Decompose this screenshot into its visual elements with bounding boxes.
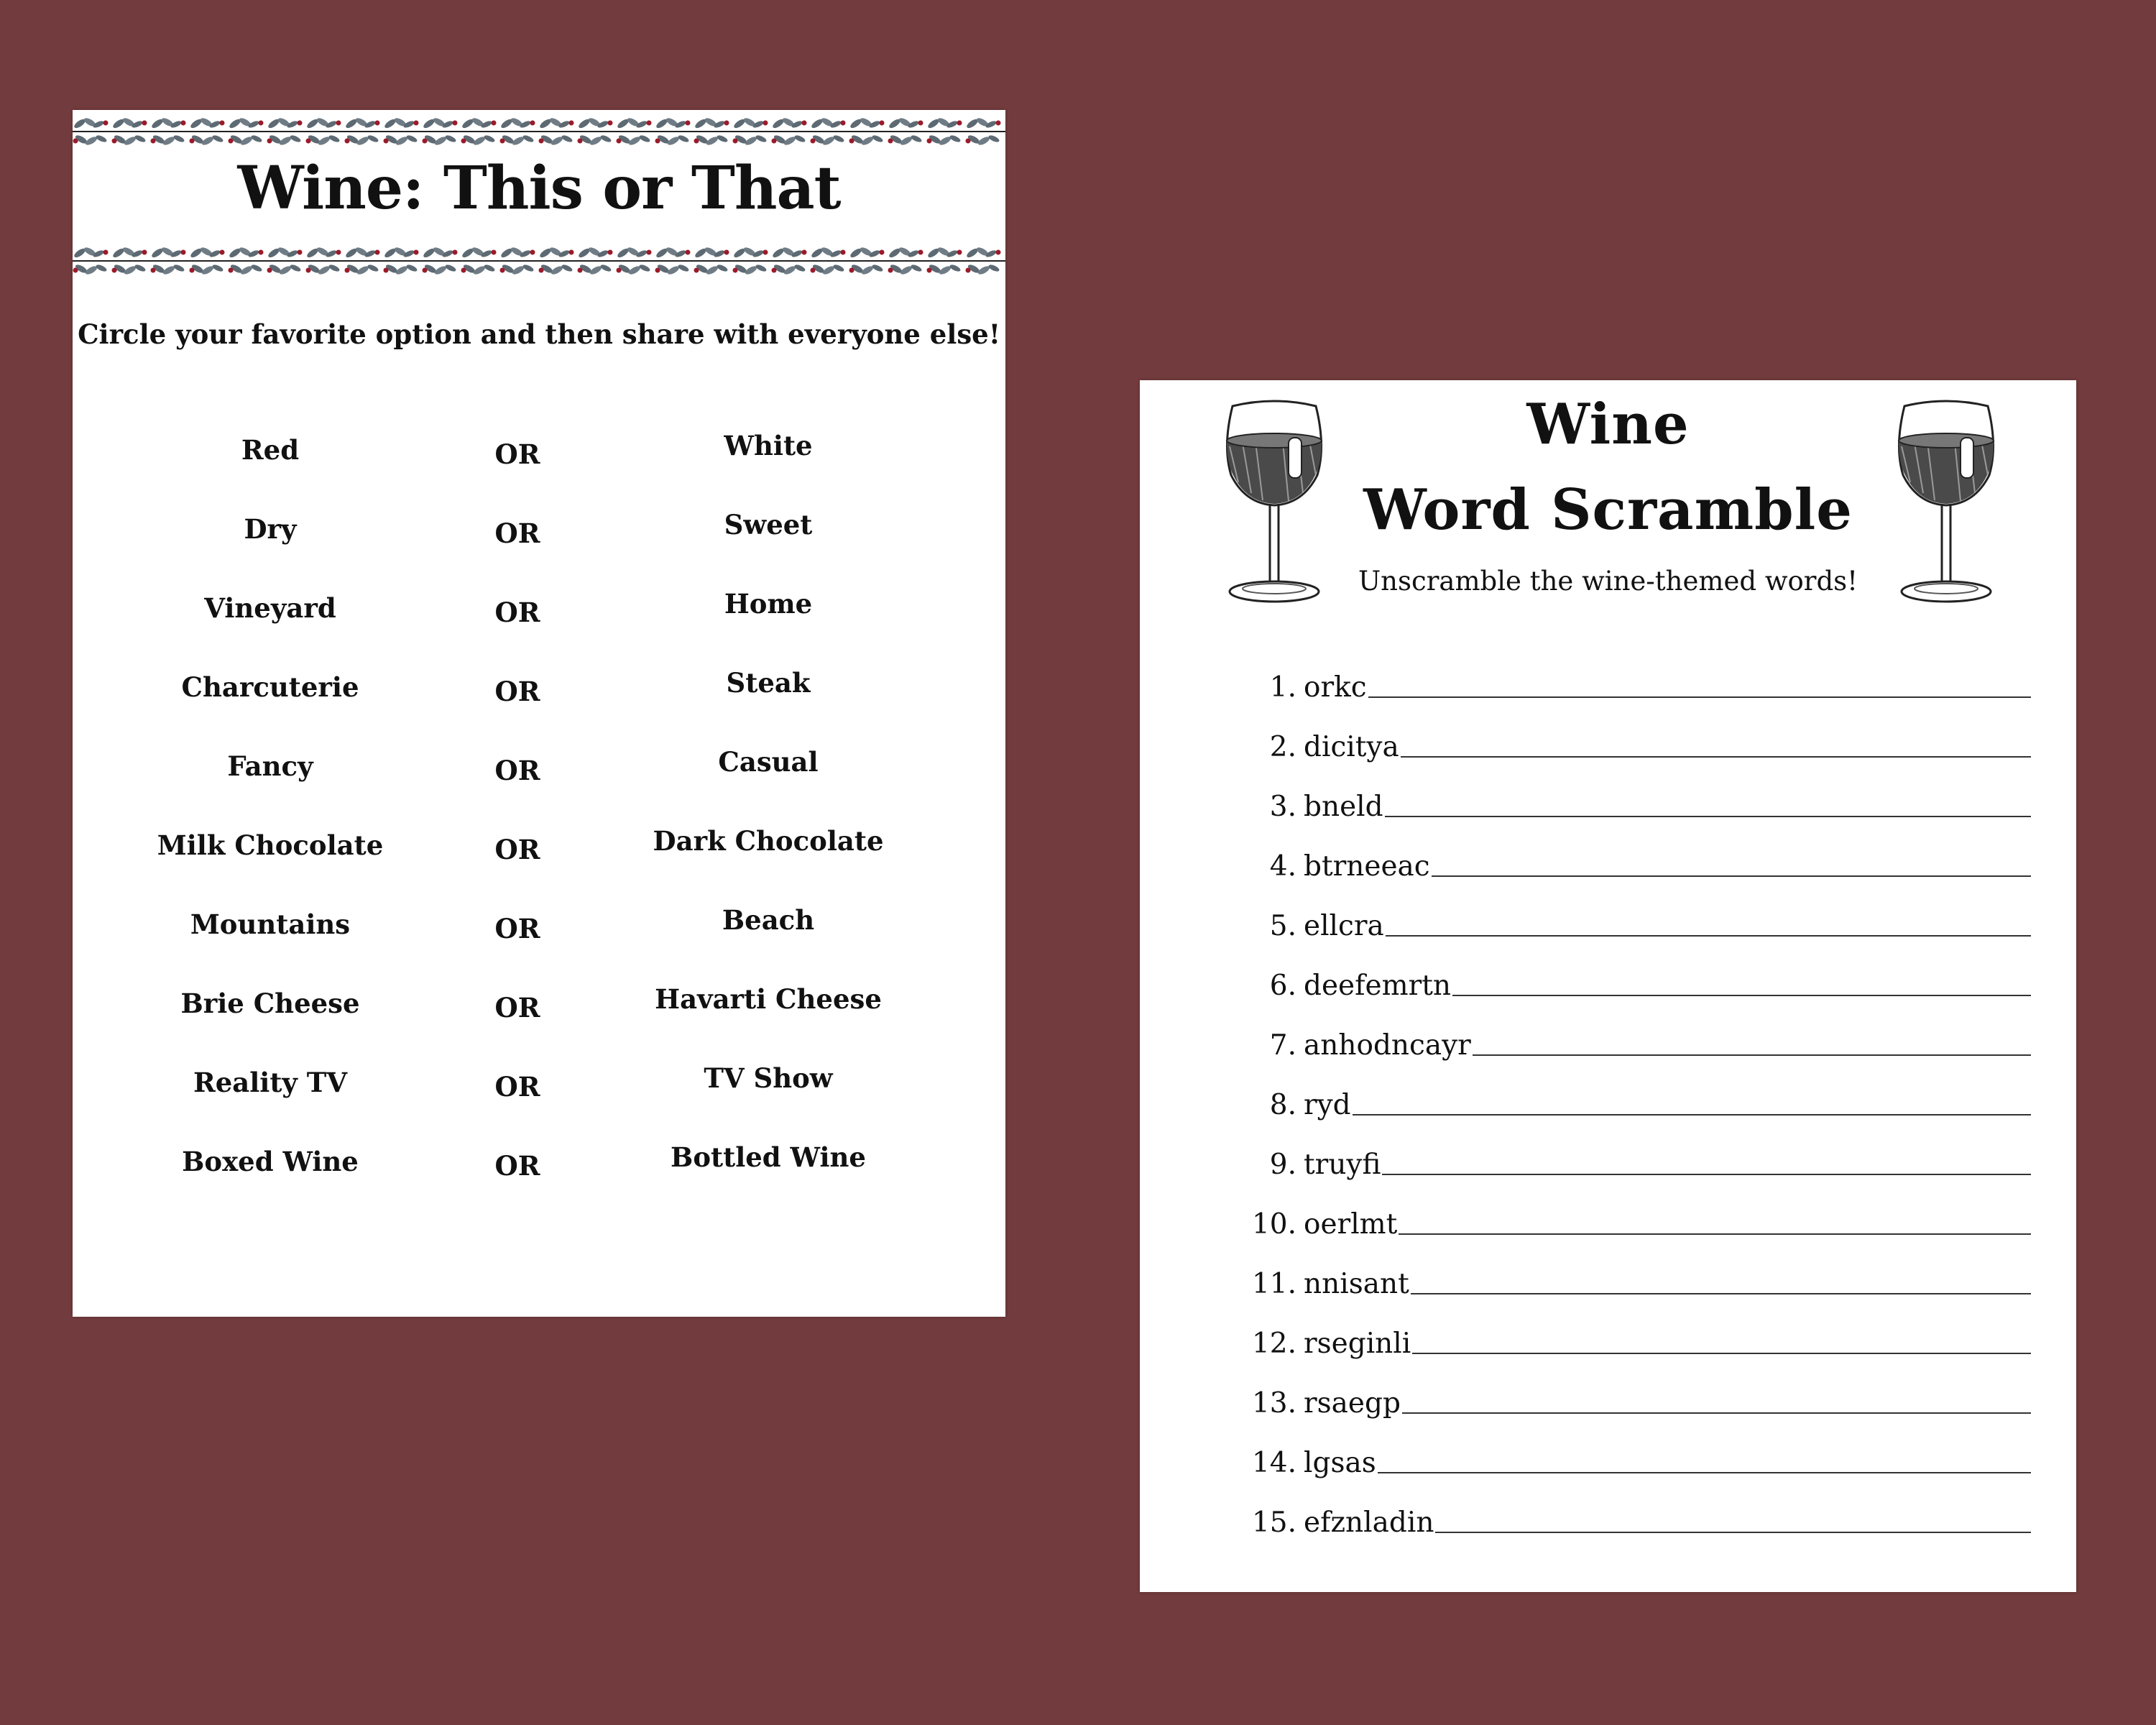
scrambled-word: rseginli xyxy=(1304,1328,1411,1360)
scrambled-word: orkc xyxy=(1304,671,1367,704)
or-label: OR xyxy=(494,597,540,628)
scramble-item xyxy=(1248,661,2045,704)
item-number: 9. xyxy=(1269,1149,1296,1181)
page-title: Wine: This or That xyxy=(237,154,841,223)
answer-line xyxy=(1473,1054,2031,1056)
leaf-garland-top xyxy=(73,114,1005,150)
scramble-item xyxy=(1248,1078,2045,1121)
scramble-item xyxy=(1248,720,2045,763)
word-scramble-sheet xyxy=(1140,380,2076,1592)
or-label: OR xyxy=(494,676,540,707)
or-label: OR xyxy=(494,834,540,865)
answer-line xyxy=(1386,935,2031,937)
item-number: 14. xyxy=(1251,1447,1296,1479)
answer-line xyxy=(1368,696,2031,698)
answer-line xyxy=(1385,816,2031,817)
option-right: Bottled Wine xyxy=(671,1141,866,1173)
item-number: 7. xyxy=(1269,1029,1296,1062)
scramble-title-line2: Word Scramble xyxy=(1363,477,1853,543)
scramble-subtitle: Unscramble the wine-themed words! xyxy=(1358,566,1858,597)
option-right: Steak xyxy=(726,667,811,699)
scramble-item xyxy=(1248,1197,2045,1241)
option-left: Dry xyxy=(244,513,297,545)
option-right: TV Show xyxy=(704,1062,833,1094)
scrambled-word: truyfi xyxy=(1304,1149,1381,1181)
answer-line xyxy=(1399,1233,2031,1235)
scrambled-word: efznladin xyxy=(1304,1506,1434,1539)
scrambled-word: lgsas xyxy=(1304,1447,1376,1479)
answer-line xyxy=(1435,1532,2031,1533)
or-label: OR xyxy=(494,913,540,944)
scramble-item xyxy=(1248,1436,2045,1479)
scramble-item xyxy=(1248,959,2045,1002)
option-right: Sweet xyxy=(724,509,813,540)
scrambled-word: btrneeac xyxy=(1304,850,1430,883)
or-label: OR xyxy=(494,755,540,786)
answer-line xyxy=(1412,1353,2031,1354)
answer-line xyxy=(1382,1174,2031,1175)
wine-glass-icon xyxy=(1889,396,2004,612)
choice-row xyxy=(73,825,1005,875)
scrambled-word: ryd xyxy=(1304,1089,1351,1121)
or-label: OR xyxy=(494,992,540,1024)
option-left: Reality TV xyxy=(193,1067,348,1098)
item-number: 6. xyxy=(1269,970,1296,1002)
scramble-item xyxy=(1248,1496,2045,1539)
option-left: Boxed Wine xyxy=(182,1146,359,1177)
or-label: OR xyxy=(494,1071,540,1103)
instruction-text: Circle your favorite option and then share with everyone else! xyxy=(78,318,1000,350)
scramble-item xyxy=(1248,840,2045,883)
item-number: 15. xyxy=(1251,1506,1296,1539)
scrambled-word: oerlmt xyxy=(1304,1208,1398,1241)
item-number: 4. xyxy=(1269,850,1296,883)
answer-line xyxy=(1378,1472,2031,1473)
leaf-garland-bottom xyxy=(73,243,1005,279)
choice-row xyxy=(73,904,1005,954)
answer-line xyxy=(1402,1412,2031,1414)
choice-row xyxy=(73,1141,1005,1192)
scrambled-word: deefemrtn xyxy=(1304,970,1452,1002)
option-right: Home xyxy=(724,588,813,620)
option-left: Brie Cheese xyxy=(180,988,360,1019)
item-number: 1. xyxy=(1269,671,1296,704)
option-right: Casual xyxy=(718,746,819,778)
option-right: Beach xyxy=(722,904,815,936)
scramble-item xyxy=(1248,899,2045,942)
or-label: OR xyxy=(494,1150,540,1182)
option-left: Milk Chocolate xyxy=(157,829,384,861)
option-left: Red xyxy=(241,434,300,466)
scramble-item xyxy=(1248,1257,2045,1300)
choice-row xyxy=(73,983,1005,1034)
choice-row xyxy=(73,509,1005,559)
option-right: Havarti Cheese xyxy=(655,983,882,1015)
or-label: OR xyxy=(494,518,540,549)
option-right: White xyxy=(724,430,813,461)
choice-row xyxy=(73,1062,1005,1113)
or-label: OR xyxy=(494,438,540,470)
this-or-that-sheet xyxy=(73,110,1005,1317)
option-left: Fancy xyxy=(227,750,313,782)
item-number: 12. xyxy=(1251,1328,1296,1360)
scramble-title-line1: Wine xyxy=(1526,392,1690,457)
choice-row xyxy=(73,430,1005,480)
answer-line xyxy=(1432,875,2031,877)
item-number: 13. xyxy=(1251,1387,1296,1420)
item-number: 11. xyxy=(1251,1268,1296,1300)
choice-row xyxy=(73,746,1005,796)
item-number: 3. xyxy=(1269,791,1296,823)
answer-line xyxy=(1353,1114,2031,1116)
answer-line xyxy=(1401,756,2031,758)
item-number: 2. xyxy=(1269,731,1296,763)
item-number: 5. xyxy=(1269,910,1296,942)
scramble-item xyxy=(1248,1018,2045,1062)
option-right: Dark Chocolate xyxy=(653,825,884,857)
answer-line xyxy=(1452,995,2031,996)
item-number: 8. xyxy=(1269,1089,1296,1121)
scramble-item xyxy=(1248,1317,2045,1360)
item-number: 10. xyxy=(1251,1208,1296,1241)
scrambled-word: nnisant xyxy=(1304,1268,1409,1300)
scramble-item xyxy=(1248,1138,2045,1181)
scrambled-word: dicitya xyxy=(1304,731,1399,763)
option-left: Vineyard xyxy=(204,592,336,624)
scrambled-word: rsaegp xyxy=(1304,1387,1401,1420)
scramble-item xyxy=(1248,780,2045,823)
option-left: Charcuterie xyxy=(181,671,359,703)
scramble-item xyxy=(1248,1376,2045,1420)
option-left: Mountains xyxy=(190,908,351,940)
choice-row xyxy=(73,588,1005,638)
answer-line xyxy=(1411,1293,2031,1294)
leaf-garland-icon xyxy=(73,114,1005,150)
scrambled-word: ellcra xyxy=(1304,910,1384,942)
leaf-garland-icon xyxy=(73,243,1005,279)
scrambled-word: anhodncayr xyxy=(1304,1029,1471,1062)
scrambled-word: bneld xyxy=(1304,791,1383,823)
choice-row xyxy=(73,667,1005,717)
